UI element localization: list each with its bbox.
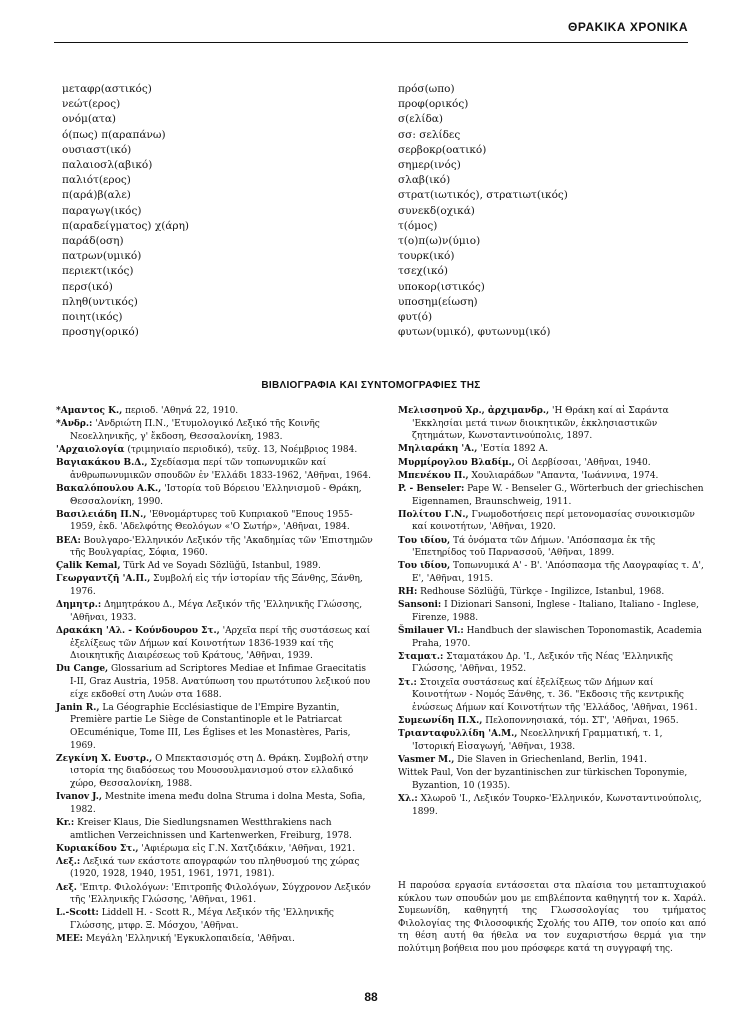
abbreviation-item: π(αρά)β(αλε) <box>62 189 131 202</box>
bibliography-entry <box>56 418 374 443</box>
abbreviation-item: παλιότ(ερος) <box>62 174 131 187</box>
entry-text: I Dizionari Sansoni, Inglese - Italiano, Italiano - Inglese, Firenze, 1988. <box>412 600 699 623</box>
abbreviation-item: πρόσ(ωπο) <box>398 83 455 95</box>
entry-text: Χλωροῦ 'Ι., Λεξικόν Τουρκο-'Ελληνικόν, Κωνσταντινούπολις, 1899. <box>412 793 702 817</box>
entry-text: Die Slaven in Griechenland, Berlin, 1941. <box>454 754 648 765</box>
bibliography-entry <box>56 509 374 534</box>
running-title: ΘΡΑΚΙΚΑ ΧΡΟΝΙΚΑ <box>568 20 688 34</box>
entry-key: Δημητρ.: <box>56 600 102 611</box>
entry-key: Πολίτου Γ.Ν., <box>398 509 469 520</box>
bibliography-entry <box>398 599 704 624</box>
entry-key: *Αμαντος Κ., <box>56 406 123 416</box>
bibliography-entry <box>56 753 374 791</box>
entry-key: Του ιδίου, <box>398 561 451 572</box>
entry-key: RH: <box>398 587 418 598</box>
bibliography-entry <box>56 625 374 663</box>
entry-key: Sansoni: <box>398 600 442 611</box>
abbreviation-item: ποιητ(ικός) <box>62 311 123 324</box>
entry-text: Τά ὀνόματα τῶν Δήμων. 'Απόσπασμα ἐκ τῆς 'Επετηρίδος τοῦ Παρνασσοῦ, 'Αθῆναι, 1899. <box>412 535 656 559</box>
entry-key: Τριανταφυλλίδη 'Α.Μ., <box>398 729 518 740</box>
bibliography-entry <box>398 483 704 508</box>
entry-key: 'Αρχαιολογία <box>56 444 125 455</box>
abbreviation-item: στρατ(ιωτικός), στρατιωτ(ικός) <box>398 189 568 202</box>
bibliography-entry <box>398 560 704 585</box>
bibliography-entry <box>56 702 374 752</box>
entry-key: ΜΕΕ: <box>56 934 84 945</box>
abbreviation-item: σημερ(ινός) <box>398 159 461 172</box>
entry-key: Βασιλειάδη Π.Ν., <box>56 509 147 520</box>
entry-key: L.-Scott: <box>56 908 99 919</box>
entry-text: Ο Μπεκτασισμός στη Δ. Θράκη. Συμβολή στην ιστορία της διαδόσεως του Μουσουλμανισμού στον ελλαδικό χώρο, Θεσσαλονίκη, 1988. <box>70 753 369 789</box>
entry-text: Wittek Paul, Von der byzantinischen zur türkischen Toponymie, Byzantion, 10 (1935). <box>398 768 688 791</box>
entry-text: Handbuch der slawischen Toponomastik, Academia Praha, 1970. <box>412 626 702 649</box>
bibliography-entry <box>398 457 704 470</box>
entry-text: περιοδ. 'Αθηνά 22, 1910. <box>122 406 239 416</box>
abbreviation-item: σσ: σελίδες <box>398 128 461 141</box>
bibliography-left-column <box>56 405 374 946</box>
abbreviation-item: σλαβ(ικό) <box>398 174 451 187</box>
bibliography-entry <box>398 535 704 560</box>
abbreviation-item: περιεκτ(ικός) <box>62 265 134 278</box>
abbreviation-item: μεταφρ(αστικός) <box>62 83 152 95</box>
bibliography-entry <box>56 599 374 624</box>
bibliography-entry <box>56 933 374 946</box>
entry-text: 'Η Θράκη καί αἱ Σαράντα 'Εκκλησίαι μετά τινων διοικητικῶν, ἐκκλησιαστικῶν ζητημάτων, Κωνσταντινούπολις, 1897. <box>412 406 669 442</box>
bibliography-entry <box>56 560 374 573</box>
bibliography-entry <box>56 457 374 482</box>
entry-key: ΒΕΛ: <box>56 535 81 546</box>
entry-text: Mestnite imena među dolna Struma i dolna Mesta, Sofia, 1982. <box>70 792 366 815</box>
bibliography-entry <box>398 715 704 728</box>
entry-key: Βακαλόπουλου Α.Κ., <box>56 483 162 494</box>
entry-key: *Ανδρ.: <box>56 419 93 430</box>
entry-key: Γεωργαντζῆ 'Α.Π., <box>56 574 151 585</box>
bibliography-entry <box>398 754 704 767</box>
entry-key: Μπενέκου Π., <box>398 470 469 481</box>
entry-key: Κυριακίδου Στ., <box>56 843 139 854</box>
abbreviation-item: ονόμ(ατα) <box>62 113 117 126</box>
entry-key: Λεξ.: <box>56 856 81 867</box>
bibliography-entry <box>398 470 704 483</box>
abbreviation-item: υποκορ(ιστικός) <box>398 280 485 293</box>
bibliography-entry <box>398 405 704 443</box>
entry-text: Νεοελληνική Γραμματική, τ. 1, 'Ιστορική Εἰσαγωγή, 'Αθῆναι, 1938. <box>412 729 663 752</box>
abbreviation-item: ουσιαστ(ικό) <box>62 143 132 156</box>
entry-key: P. - Benseler: <box>398 483 465 494</box>
abbreviation-item: ό(πως) π(αραπάνω) <box>62 128 166 141</box>
bibliography-entry <box>56 535 374 560</box>
entry-text: Türk Ad ve Soyadı Sözlüğü, Istanbul, 1989. <box>120 561 321 572</box>
abbreviation-item: φυτων(υμικό), φυτωνυμ(ικό) <box>398 326 551 339</box>
bibliography-entry <box>398 728 704 753</box>
entry-key: Šmilauer Vl.: <box>398 626 464 637</box>
bibliography-entry <box>398 625 704 650</box>
entry-text: Γνωμοδοτήσεις περί μετονομασίας συνοικισμῶν καί κοινοτήτων, 'Αθῆναι, 1920. <box>412 509 695 533</box>
abbreviation-item: νεώτ(ερος) <box>62 98 121 111</box>
entry-text: Pape W. - Benseler G., Wörterbuch der griechischen Eigennamen, Braunschweig, 1911. <box>412 483 704 507</box>
bibliography-entry <box>56 817 374 842</box>
entry-text: 'Ανδριώτη Π.Ν., 'Ετυμολογικό Λεξικό τῆς Κοινῆς Νεοελληνικῆς, γ' ἔκδοση, Θεσσαλονίκη, 1983. <box>70 419 320 442</box>
entry-text: 'Ιστορία τοῦ Βόρειου 'Ελληνισμοῦ - Θράκη, Θεσσαλονίκη, 1990. <box>70 483 362 507</box>
entry-key: Του ιδίου, <box>398 535 451 546</box>
entry-key: Ivanov J., <box>56 792 103 803</box>
entry-text: Συμβολή εἰς τήν ἱστορίαν τῆς Ξάνθης, Ξάνθη, 1976. <box>70 574 363 598</box>
abbreviation-item: παράδ(οση) <box>62 235 124 248</box>
bibliography-entry <box>398 677 704 715</box>
entry-text: La Géographie Ecclésiastique de l'Empire Byzantin, Première partie Le Siège de Constantinople et le Patriarcat OEcuménique, Tome III, Les Églises et les Monastères, Paris, 1969. <box>70 702 351 751</box>
abbreviation-item: τ(ο)π(ω)ν(ύμιο) <box>398 235 481 248</box>
entry-key: Χλ.: <box>398 793 418 804</box>
bibliography-entry <box>398 586 704 599</box>
acknowledgement-note: Η παρούσα εργασία εντάσσεται στα πλαίσια του μεταπτυχιακού κύκλου των σπουδών μου με επιβλέποντα καθηγητή τον κ. Χαράλ. Συμεωνίδη, καθηγητή της Γλωσσολογίας του τμήματος Φιλολογίας της Φιλοσοφικής Σχολής του ΑΠΘ, τον οποίο και από τη θέση αυτή θα ήθελα να τον ευχαριστήσω θερμά για την πολύτιμη βοήθεια που μου πρόσφερε κατά τη συγγραφή της. <box>398 881 706 954</box>
entry-key: Δρακάκη 'Αλ. - Κούνδουρου Στ., <box>56 626 220 637</box>
entry-text: Kreiser Klaus, Die Siedlungsnamen Westthrakiens nach amtlichen Verzeichnissen und Kartenwerken, Freiburg, 1978. <box>70 817 352 841</box>
entry-text: Σχεδίασμα περί τῶν τοπωνυμικῶν καί ἀνθρωπωνυμικῶν σπουδῶν ἐν 'Ελλάδι 1833-1962, 'Αθῆναι, 1964. <box>70 458 371 481</box>
entry-key: Λεξ. <box>56 882 77 893</box>
bibliography-entry <box>56 856 374 881</box>
entry-text: Redhouse Sözlüğü, Türkçe - Ingilizce, Istanbul, 1968. <box>417 587 665 598</box>
entry-text: Οἱ Δερβίσσαι, 'Αθῆναι, 1940. <box>514 457 651 468</box>
entry-text: Δημητράκου Δ., Μέγα Λεξικόν τῆς 'Ελληνικῆς Γλώσσης, 'Αθῆναι, 1933. <box>70 600 363 623</box>
entry-key: Du Cange, <box>56 664 109 675</box>
page-header <box>54 18 688 43</box>
bibliography-entry <box>56 843 374 856</box>
abbreviation-item: παλαιοσλ(αβικό) <box>62 159 153 172</box>
abbreviation-item: πατρων(υμικό) <box>62 250 142 263</box>
abbreviations-left-column <box>62 82 362 340</box>
abbreviation-item: φυτ(ό) <box>398 311 433 324</box>
bibliography-entry <box>56 483 374 508</box>
page-number: 88 <box>364 990 378 1004</box>
abbreviation-item: τ(όμος) <box>398 219 438 232</box>
abbreviations-right-column <box>398 82 698 340</box>
entry-key: Σταματ.: <box>398 651 444 662</box>
entry-text: (τριμηνιαίο περιοδικό), τεῦχ. 13, Νοέμβριος 1984. <box>124 444 358 455</box>
entry-text: Glossarium ad Scriptores Mediae et Infimae Graecitatis I-II, Graz Austria, 1958. Ανατύπωση του πρωτότυπου λεξικού που είχε εκδοθεί στη Λυών στα 1688. <box>70 664 371 700</box>
abbreviation-item: πληθ(υντικός) <box>62 295 138 308</box>
abbreviation-item: προφ(ορικός) <box>398 98 469 111</box>
abbreviation-item: προσηγ(ορικό) <box>62 326 139 339</box>
entry-text: Χουλιαράδων "Απαντα, 'Ιωάννινα, 1974. <box>468 470 659 481</box>
entry-text: 'Εστία 1892 Α. <box>477 444 549 455</box>
bibliography-entry <box>398 509 704 534</box>
bibliography-entry <box>56 907 374 932</box>
bibliography-entry <box>398 793 704 818</box>
entry-key: Βαγιακάκου Β.Δ., <box>56 458 148 469</box>
entry-key: Vasmer M., <box>398 754 455 765</box>
entry-text: Liddell H. - Scott R., Μέγα Λεξικόν τῆς 'Ελληνικῆς Γλώσσης, μτφρ. Ξ. Μόσχου, 'Αθῆναι. <box>70 908 334 932</box>
abbreviation-item: τουρκ(ικό) <box>398 250 455 263</box>
entry-text: 'Εθνομάρτυρες τοῦ Κυπριακοῦ "Επους 1955-1959, ἐκδ. 'Αδελφότης Θεολόγων «'Ο Σωτήρ», 'Αθῆναι, 1984. <box>70 509 353 533</box>
entry-key: Στ.: <box>398 677 417 688</box>
abbreviation-item: σ(ελίδα) <box>398 113 443 126</box>
abbreviation-item: π(αραδείγματος) χ(άρη) <box>62 219 189 232</box>
entry-text: Μεγάλη 'Ελληνική 'Εγκυκλοπαιδεία, 'Αθῆναι. <box>83 934 295 945</box>
entry-text: 'Επιτρ. Φιλολόγων: 'Επιτροπῆς Φιλολόγων, Σύγχρονον Λεξικόν τῆς 'Ελληνικῆς Γλώσσης, 'Αθῆναι, 1961. <box>70 882 371 906</box>
abbreviation-item: τσεχ(ικό) <box>398 265 448 278</box>
abbreviation-item: υποσημ(είωση) <box>398 295 478 308</box>
bibliography-entry <box>56 882 374 907</box>
bibliography-entry <box>398 651 704 676</box>
abbreviation-item: περσ(ικό) <box>62 280 113 293</box>
entry-text: Σταματάκου Δρ. 'Ι., Λεξικόν τῆς Νέας 'Ελληνικῆς Γλώσσης, 'Αθῆναι, 1952. <box>412 651 673 675</box>
entry-text: Τοπωνυμικά Α' - Β'. 'Απόσπασμα τῆς Λαογραφίας τ. Δ', Ε', 'Αθῆναι, 1915. <box>412 561 704 584</box>
abbreviation-item: παραγωγ(ικός) <box>62 204 142 217</box>
bibliography-entry <box>56 663 374 701</box>
entry-key: Μυρμίρογλου Βλαδίμ., <box>398 457 515 468</box>
bibliography-entry <box>398 767 704 792</box>
entry-key: Çalik Kemal, <box>56 561 121 572</box>
bibliography-entry <box>56 573 374 598</box>
entry-text: Λεξικά των εκάστοτε απογραφών του πληθυσμού της χώρας (1920, 1928, 1940, 1951, 1961, 1971, 1981). <box>70 856 360 880</box>
entry-key: Συμεωνίδη Π.Χ., <box>398 715 483 726</box>
entry-key: Janin R., <box>56 702 100 713</box>
entry-text: 'Αφιέρωμα εἰς Γ.Ν. Χατζιδάκιν, 'Αθῆναι, 1921. <box>138 843 356 854</box>
bibliography-entry <box>398 443 704 456</box>
entry-key: Μηλιαράκη 'Α., <box>398 444 478 455</box>
abbreviation-item: σερβοκρ(οατικό) <box>398 143 487 156</box>
entry-text: Στοιχεῖα συστάσεως καί ἐξελίξεως τῶν Δήμων καί Κοινοτήτων - Νομός Ξάνθης, τ. 36. "Εκδοσις τῆς κεντρικῆς ἑνώσεως Δήμων καί Κοινοτήτων τῆς 'Ελλάδος, 'Αθῆναι, 1961. <box>412 677 698 713</box>
bibliography-entry <box>56 444 374 457</box>
bibliography-entry <box>56 791 374 816</box>
entry-text: Πελοποννησιακά, τόμ. ΣΤ', 'Αθῆναι, 1965. <box>482 715 679 726</box>
entry-key: Μελισσηνοῦ Χρ., ἀρχιμανδρ., <box>398 406 550 416</box>
bibliography-entry <box>56 405 374 418</box>
entry-key: Ζεγκίνη Χ. Ευστρ., <box>56 753 153 764</box>
abbreviation-item: συνεκδ(οχικά) <box>398 204 475 217</box>
bibliography-heading: ΒΙΒΛΙΟΓΡΑΦΙΑ ΚΑΙ ΣΥΝΤΟΜΟΓΡΑΦΙΕΣ ΤΗΣ <box>261 380 481 391</box>
bibliography-right-column <box>398 405 704 819</box>
entry-key: Kr.: <box>56 817 75 828</box>
entry-text: Βουλγαρο-'Ελληνικόν Λεξικόν τῆς 'Ακαδημίας τῶν 'Επιστημῶν τῆς Βουλγαρίας, Σόφια, 1960. <box>70 535 373 559</box>
entry-text: 'Αρχεῖα περί τῆς συστάσεως καί ἐξελίξεως τῶν Δήμων καί Κοινοτήτων 1836-1939 καί τῆς Διοικητικῆς Διαιρέσεως τοῦ Κράτους, 'Αθῆναι, 1939. <box>70 626 371 662</box>
